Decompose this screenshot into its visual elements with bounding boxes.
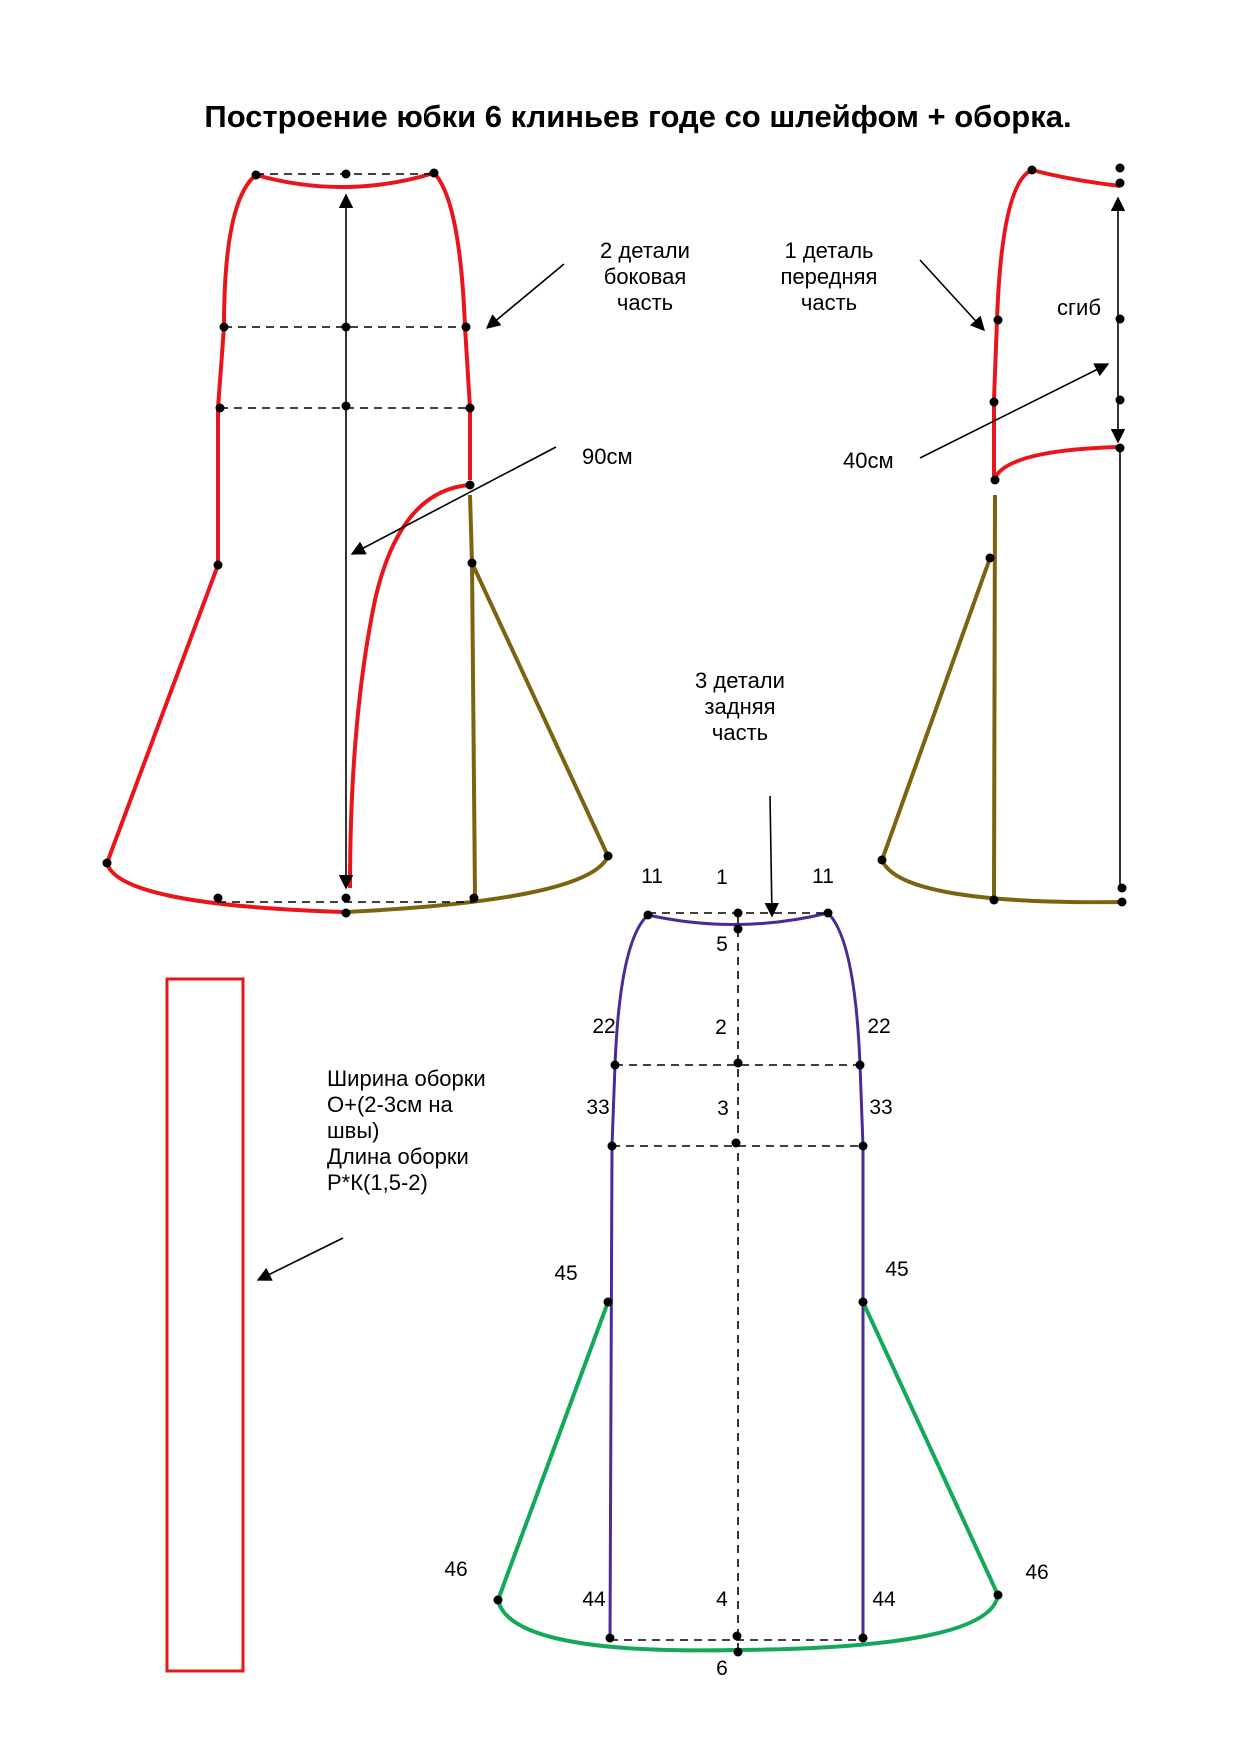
side-panel-label-2: боковая — [603, 264, 687, 289]
point-dot — [1116, 396, 1125, 405]
point-dot — [734, 1059, 743, 1068]
point-dot — [994, 1591, 1003, 1600]
front-length-pointer-arrow — [920, 364, 1108, 458]
point-dot — [733, 1632, 742, 1641]
length-pointer-arrow — [352, 447, 556, 554]
back-panel-outline — [648, 913, 863, 1640]
point-dot — [252, 171, 261, 180]
point-dot — [824, 909, 833, 918]
ruffle-text-5: Р*К(1,5-2) — [327, 1170, 428, 1195]
point-dot — [611, 1061, 620, 1070]
point-label-22-left: 22 — [592, 1015, 616, 1038]
ruffle-strip — [167, 979, 243, 1671]
point-dot — [1116, 444, 1125, 453]
point-dot — [878, 856, 887, 865]
point-label-22-right: 22 — [867, 1015, 891, 1038]
point-label-11-left: 11 — [641, 865, 663, 888]
side-panel-label-3: часть — [616, 290, 674, 315]
ruffle-text-4: Длина оборки — [327, 1144, 469, 1169]
point-dot — [734, 909, 743, 918]
point-label-4: 4 — [716, 1588, 728, 1611]
point-dot — [856, 1061, 865, 1070]
side-panel-left-outline — [107, 175, 345, 912]
point-label-1: 1 — [716, 866, 728, 889]
front-panel-outline — [994, 170, 1120, 480]
point-label-46-right: 46 — [1025, 1561, 1049, 1584]
point-dot — [859, 1298, 868, 1307]
front-panel-label-2: передняя — [780, 264, 878, 289]
point-dot — [470, 894, 479, 903]
point-label-5: 5 — [716, 933, 728, 956]
fold-label: сгиб — [1057, 295, 1101, 320]
point-dot — [216, 404, 225, 413]
point-dot — [462, 323, 471, 332]
front-panel-label-1: 1 деталь — [784, 238, 874, 263]
point-dot — [1118, 898, 1127, 907]
point-dot — [608, 1142, 617, 1151]
ruffle-text-2: О+(2-3см на — [327, 1092, 453, 1117]
back-panel-label-2: задняя — [704, 694, 776, 719]
back-panel-pointer-arrow — [770, 796, 772, 916]
side-panel-pointer-arrow — [487, 264, 564, 328]
point-dot — [606, 1634, 615, 1643]
point-dot — [342, 894, 351, 903]
point-label-33-right: 33 — [869, 1096, 893, 1119]
point-dot — [990, 398, 999, 407]
point-dot — [1116, 179, 1125, 188]
front-panel-pointer-arrow — [920, 260, 984, 330]
point-dot — [342, 402, 351, 411]
side-panel-length-label: 90см — [582, 444, 633, 469]
ruffle-text-1: Ширина оборки — [327, 1066, 486, 1091]
front-panel-label-3: часть — [800, 290, 858, 315]
point-dot — [990, 896, 999, 905]
point-dot — [1028, 166, 1037, 175]
point-dot — [1116, 164, 1125, 173]
point-dot — [103, 859, 112, 868]
point-label-46-left: 46 — [444, 1558, 468, 1581]
front-panel-pattern — [781, 164, 1127, 907]
point-label-44-left: 44 — [582, 1588, 606, 1611]
point-dot — [342, 323, 351, 332]
point-dot — [732, 1139, 741, 1148]
point-dot — [604, 852, 613, 861]
page-title: Построение юбки 6 клиньев годе со шлейфом + оборка. — [204, 99, 1072, 134]
point-dot — [342, 170, 351, 179]
point-label-6: 6 — [716, 1657, 728, 1680]
point-dot — [342, 909, 351, 918]
point-dot — [430, 169, 439, 178]
point-dot — [466, 481, 475, 490]
point-dot — [734, 925, 743, 934]
point-dot — [604, 1298, 613, 1307]
point-dot — [859, 1142, 868, 1151]
side-panel-label-1: 2 детали — [600, 238, 690, 263]
ruffle-text-3: швы) — [327, 1118, 380, 1143]
point-dot — [466, 404, 475, 413]
point-dot — [1118, 884, 1127, 893]
ruffle-pointer-arrow — [258, 1238, 343, 1280]
back-panel-pattern — [444, 668, 1048, 1680]
point-label-45-left: 45 — [554, 1262, 578, 1285]
point-label-3: 3 — [717, 1097, 729, 1120]
point-dot — [220, 323, 229, 332]
point-dot — [859, 1634, 868, 1643]
back-panel-flare — [498, 1302, 998, 1650]
point-dot — [991, 476, 1000, 485]
front-panel-flare-olive — [882, 495, 1125, 902]
back-panel-label-3: часть — [711, 720, 769, 745]
point-dot — [1116, 315, 1125, 324]
point-dot — [986, 554, 995, 563]
point-dot — [214, 561, 223, 570]
point-label-2: 2 — [715, 1016, 727, 1039]
front-panel-length-label: 40см — [843, 448, 894, 473]
point-dot — [468, 559, 477, 568]
point-dot — [734, 1648, 743, 1657]
point-label-44-right: 44 — [872, 1588, 896, 1611]
point-label-45-right: 45 — [885, 1258, 909, 1281]
point-dot — [494, 1596, 503, 1605]
side-panel-flare-olive — [346, 495, 608, 912]
point-dot — [994, 316, 1003, 325]
ruffle-pattern — [167, 979, 486, 1671]
side-panel-pattern — [103, 169, 690, 918]
point-dot — [644, 911, 653, 920]
point-label-33-left: 33 — [586, 1096, 610, 1119]
back-panel-left-outline — [610, 915, 648, 1640]
back-panel-label-1: 3 детали — [695, 668, 785, 693]
point-dot — [214, 894, 223, 903]
point-label-11-right: 11 — [812, 865, 834, 888]
